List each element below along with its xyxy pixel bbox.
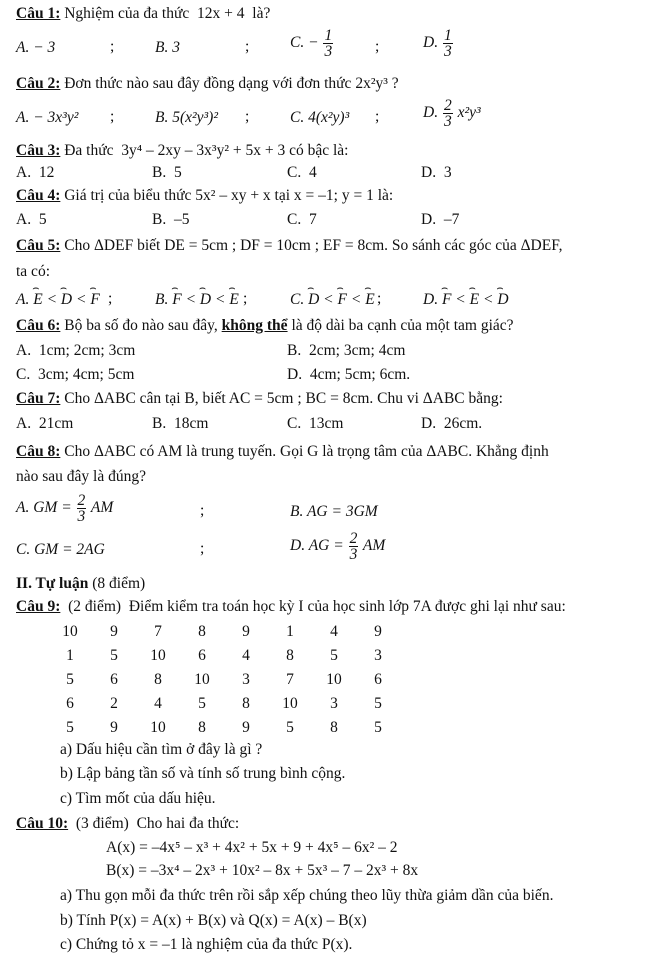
denominator: 3 xyxy=(77,508,86,525)
option-value: 2cm; 3cm; 4cm xyxy=(308,342,406,359)
option-b[interactable] xyxy=(152,210,189,230)
score-cell: 10 xyxy=(326,671,342,688)
option-c[interactable]: C. ⌢ D < ⌢ F < ⌢ E xyxy=(290,290,375,310)
separator: ; xyxy=(375,38,380,55)
separator: ; xyxy=(243,290,248,307)
option-letter: B. xyxy=(287,342,302,359)
option-b[interactable]: B. ⌢ F < ⌢ D < ⌢ E xyxy=(155,290,239,310)
option-letter: C. xyxy=(287,164,302,181)
subquestion-a: a) Thu gọn mỗi đa thức trên rồi sắp xếp chúng theo lũy thừa giảm dần của biến. xyxy=(60,887,554,904)
separator: ; xyxy=(110,108,115,125)
option-value: 5(x²y³)² xyxy=(172,109,218,126)
option-value: 5 xyxy=(38,211,47,228)
score-cell: 5 xyxy=(286,719,294,736)
score-cell: 5 xyxy=(66,671,74,688)
question-label: Câu 5: xyxy=(16,237,61,254)
option-value: –7 xyxy=(443,211,460,228)
question-text: Cho ΔDEF biết DE = 5cm ; DF = 10cm ; EF = 8cm. So sánh các góc của ΔDEF, xyxy=(64,237,563,254)
question-7 xyxy=(16,389,503,409)
option-value: 3 xyxy=(172,39,180,56)
score-cell: 10 xyxy=(282,695,298,712)
option-lhs: AG = xyxy=(308,537,344,555)
option-d[interactable]: D. ⌢ F < ⌢ E < ⌢ D xyxy=(423,290,509,310)
option-value: –5 xyxy=(173,211,190,228)
question-2 xyxy=(16,74,399,94)
option-value: 4(x²y)³ xyxy=(308,109,350,126)
option-value: 26cm. xyxy=(443,415,483,432)
option-a[interactable] xyxy=(16,414,73,434)
score-cell: 8 xyxy=(286,647,294,664)
question-text: là độ dài ba cạnh của một tam giác? xyxy=(291,317,514,334)
score-cell: 1 xyxy=(286,623,294,640)
option-letter: D. xyxy=(287,366,303,383)
option-letter: C. xyxy=(290,291,305,308)
option-d[interactable] xyxy=(421,163,452,183)
option-d[interactable] xyxy=(421,414,482,434)
option-value: x²y³ xyxy=(457,104,481,122)
option-lhs: GM = xyxy=(33,499,72,517)
option-letter: A. xyxy=(16,109,30,126)
score-cell: 7 xyxy=(154,623,162,640)
option-a[interactable] xyxy=(16,38,55,58)
question-8 xyxy=(16,442,549,462)
score-cell: 4 xyxy=(154,695,162,712)
subquestion-b: b) Lập bảng tần số và tính số trung bình cộng. xyxy=(60,765,346,782)
question-text: Điểm kiểm tra toán học kỳ I của học sinh lớp 7A được ghi lại như sau: xyxy=(128,598,566,615)
question-tail: ? xyxy=(391,75,399,92)
section-heading xyxy=(16,574,145,594)
score-cell: 9 xyxy=(242,719,250,736)
question-label: Câu 9: xyxy=(16,598,61,615)
fraction xyxy=(443,98,453,129)
question-text: Cho ΔABC cân tại B, biết AC = 5cm ; BC = 8cm. Chu vi ΔABC bằng: xyxy=(64,390,503,407)
score-cell: 5 xyxy=(330,647,338,664)
option-c[interactable] xyxy=(16,540,105,560)
option-value: 4 xyxy=(308,164,317,181)
option-value: 4cm; 5cm; 6cm. xyxy=(309,366,411,383)
option-letter: A. xyxy=(16,39,30,56)
question-text: Đa thức xyxy=(64,142,114,159)
option-letter: D. xyxy=(290,537,306,555)
option-value: 7 xyxy=(308,211,317,228)
score-cell: 3 xyxy=(242,671,250,688)
option-value: 18cm xyxy=(173,415,209,432)
score-cell: 5 xyxy=(66,719,74,736)
option-value: − 3x³y² xyxy=(33,109,79,126)
score-cell: 4 xyxy=(330,623,338,640)
option-d[interactable] xyxy=(423,98,481,129)
option-letter: C. xyxy=(287,415,302,432)
question-text: Cho ΔABC có AM là trung tuyến. Gọi G là trọng tâm của ΔABC. Khẳng định xyxy=(64,443,549,460)
option-letter: C. xyxy=(290,109,305,126)
option-letter: A. xyxy=(16,211,32,228)
angle: ⌢ F xyxy=(442,290,451,310)
option-b[interactable] xyxy=(152,163,182,183)
option-b[interactable] xyxy=(152,414,208,434)
option-rhs: AM xyxy=(362,537,386,555)
option-d[interactable] xyxy=(287,365,410,385)
option-b[interactable] xyxy=(155,38,180,58)
option-value: 12 xyxy=(38,164,55,181)
option-b[interactable] xyxy=(287,341,405,361)
score-cell: 7 xyxy=(286,671,294,688)
score-cell: 10 xyxy=(194,671,210,688)
score-cell: 9 xyxy=(374,623,382,640)
question-label: Câu 3: xyxy=(16,142,61,159)
score-cell: 8 xyxy=(198,719,206,736)
option-letter: B. xyxy=(290,503,304,520)
option-letter: A. xyxy=(16,291,30,308)
angle: ⌢ F xyxy=(172,290,181,310)
option-a[interactable] xyxy=(16,341,135,361)
score-cell: 6 xyxy=(66,695,74,712)
angle: ⌢ E xyxy=(229,290,238,310)
question-points: (2 điểm) xyxy=(68,598,122,615)
polynomial-a: A(x) = –4x⁵ – x³ + 4x² + 5x + 9 + 4x⁵ – 6x² – 2 xyxy=(106,839,398,856)
separator: ; xyxy=(245,108,250,125)
angle: ⌢ E xyxy=(33,290,42,310)
option-letter: D. xyxy=(423,34,439,52)
option-value: − 3 xyxy=(33,39,56,56)
subquestion-a: a) Dấu hiệu cần tìm ở đây là gì ? xyxy=(60,741,263,758)
score-cell: 9 xyxy=(110,623,118,640)
question-text: Đơn thức nào sau đây đồng dạng với đơn thức xyxy=(64,75,352,92)
option-c[interactable] xyxy=(287,163,317,183)
option-a[interactable] xyxy=(16,163,54,183)
numerator: 2 xyxy=(349,530,358,547)
expression: 3y⁴ – 2xy – 3x³y² + 5x + 3 xyxy=(121,142,286,159)
option-c[interactable] xyxy=(287,210,317,230)
option-b[interactable] xyxy=(155,108,218,128)
angle: ⌢ E xyxy=(365,290,374,310)
score-cell: 8 xyxy=(154,671,162,688)
question-label: Câu 6: xyxy=(16,317,61,334)
question-9 xyxy=(16,597,566,617)
score-cell: 8 xyxy=(330,719,338,736)
question-5 xyxy=(16,236,562,256)
angle: ⌢ D xyxy=(497,290,508,310)
score-cell: 3 xyxy=(374,647,382,664)
option-letter: B. xyxy=(155,39,169,56)
option-letter: B. xyxy=(155,109,169,126)
question-text: Bộ ba số đo nào sau đây, xyxy=(64,317,218,334)
option-c[interactable] xyxy=(290,108,349,128)
score-cell: 5 xyxy=(374,695,382,712)
option-a[interactable] xyxy=(16,210,47,230)
angle: ⌢ D xyxy=(308,290,319,310)
option-letter: A. xyxy=(16,164,32,181)
question-text: Cho hai đa thức: xyxy=(136,815,240,832)
separator: ; xyxy=(200,540,205,557)
subquestion-b: b) Tính P(x) = A(x) + B(x) và Q(x) = A(x) – B(x) xyxy=(60,912,367,929)
option-letter: D. xyxy=(421,164,437,181)
option-letter: B. xyxy=(152,164,167,181)
option-letter: D. xyxy=(423,291,439,308)
option-value: 13cm xyxy=(308,415,344,432)
option-letter: B. xyxy=(155,291,169,308)
option-value: 21cm xyxy=(38,415,74,432)
expression: 12x + 4 xyxy=(197,5,245,22)
option-value: GM = 2AG xyxy=(34,541,105,558)
option-sign: − xyxy=(308,34,319,52)
option-b[interactable] xyxy=(290,502,378,522)
separator: ; xyxy=(245,38,250,55)
option-letter: D. xyxy=(423,104,439,122)
option-rhs: AM xyxy=(90,499,114,517)
question-label: Câu 7: xyxy=(16,390,61,407)
option-a[interactable]: A. ⌢ E < ⌢ D < ⌢ F xyxy=(16,290,100,310)
question-8-continued: nào sau đây là đúng? xyxy=(16,468,146,485)
option-letter: C. xyxy=(290,34,305,52)
option-letter: B. xyxy=(152,211,167,228)
option-d[interactable] xyxy=(290,531,385,562)
option-value: 3 xyxy=(443,164,452,181)
option-value: 5 xyxy=(173,164,182,181)
expression: 2x²y³ xyxy=(355,75,388,92)
question-5-continued: ta có: xyxy=(16,263,50,280)
score-cell: 6 xyxy=(110,671,118,688)
question-text: Giá trị của biểu thức 5x² – xy + x tại x = –1; y = 1 là: xyxy=(64,187,394,204)
denominator: 3 xyxy=(349,546,358,563)
score-cell: 5 xyxy=(374,719,382,736)
option-letter: B. xyxy=(152,415,167,432)
question-label: Câu 4: xyxy=(16,187,61,204)
fraction xyxy=(443,28,453,59)
numerator: 2 xyxy=(77,492,86,509)
score-cell: 4 xyxy=(242,647,250,664)
polynomial-b: B(x) = –3x⁴ – 2x³ + 10x² – 8x + 5x³ – 7 – 2x³ + 8x xyxy=(106,862,419,879)
section-title: II. Tự luận xyxy=(16,575,89,592)
score-cell: 6 xyxy=(374,671,382,688)
denominator: 3 xyxy=(324,43,333,60)
option-a[interactable] xyxy=(16,493,113,524)
score-cell: 10 xyxy=(150,719,166,736)
numerator: 1 xyxy=(324,27,333,44)
question-6 xyxy=(16,316,514,336)
score-cell: 3 xyxy=(330,695,338,712)
question-label: Câu 10: xyxy=(16,815,69,832)
option-letter: C. xyxy=(16,541,31,558)
separator: ; xyxy=(110,38,115,55)
question-tail: có bậc là: xyxy=(289,142,349,159)
separator: ; xyxy=(200,502,205,519)
option-letter: A. xyxy=(16,499,30,517)
subquestion-c: c) Tìm mốt của dấu hiệu. xyxy=(60,790,216,807)
score-cell: 10 xyxy=(62,623,78,640)
score-cell: 10 xyxy=(150,647,166,664)
separator: ; xyxy=(377,290,382,307)
option-value: 1cm; 2cm; 3cm xyxy=(38,342,136,359)
separator: ; xyxy=(108,290,113,307)
question-label: Câu 8: xyxy=(16,443,61,460)
option-c[interactable] xyxy=(287,414,343,434)
question-label: Câu 2: xyxy=(16,75,61,92)
option-letter: D. xyxy=(421,211,437,228)
question-10 xyxy=(16,814,239,834)
option-value: 3cm; 4cm; 5cm xyxy=(37,366,135,383)
fraction xyxy=(349,531,359,562)
fraction xyxy=(77,493,87,524)
denominator: 3 xyxy=(443,113,452,130)
option-letter: A. xyxy=(16,342,32,359)
separator: ; xyxy=(375,108,380,125)
question-1 xyxy=(16,4,270,24)
option-d[interactable] xyxy=(423,28,454,59)
question-4 xyxy=(16,186,393,206)
question-points: (3 điểm) xyxy=(75,815,129,832)
option-letter: C. xyxy=(16,366,31,383)
option-c[interactable] xyxy=(290,28,334,59)
angle: ⌢ D xyxy=(61,290,72,310)
angle: ⌢ D xyxy=(200,290,211,310)
fraction xyxy=(323,28,333,59)
option-letter: D. xyxy=(421,415,437,432)
score-cell: 6 xyxy=(198,647,206,664)
section-points: (8 điểm) xyxy=(92,575,146,592)
question-label: Câu 1: xyxy=(16,5,61,22)
numerator: 2 xyxy=(443,97,452,114)
option-a[interactable] xyxy=(16,108,78,128)
angle: ⌢ E xyxy=(470,290,479,310)
option-d[interactable] xyxy=(421,210,459,230)
score-cell: 9 xyxy=(242,623,250,640)
option-letter: C. xyxy=(287,211,302,228)
option-c[interactable] xyxy=(16,365,134,385)
emphasis: không thể xyxy=(221,317,288,334)
score-cell: 5 xyxy=(198,695,206,712)
question-tail: là? xyxy=(252,5,271,22)
denominator: 3 xyxy=(443,43,452,60)
score-cell: 1 xyxy=(66,647,74,664)
question-3 xyxy=(16,141,348,161)
score-cell: 9 xyxy=(110,719,118,736)
score-cell: 8 xyxy=(242,695,250,712)
option-value: AG = 3GM xyxy=(306,503,378,520)
score-cell: 2 xyxy=(110,695,118,712)
option-letter: A. xyxy=(16,415,32,432)
score-cell: 8 xyxy=(198,623,206,640)
angle: ⌢ F xyxy=(90,290,99,310)
angle: ⌢ F xyxy=(338,290,347,310)
numerator: 1 xyxy=(443,27,452,44)
subquestion-c: c) Chứng tỏ x = –1 là nghiệm của đa thức P(x). xyxy=(60,936,353,953)
question-text: Nghiệm của đa thức xyxy=(64,5,190,22)
score-cell: 5 xyxy=(110,647,118,664)
